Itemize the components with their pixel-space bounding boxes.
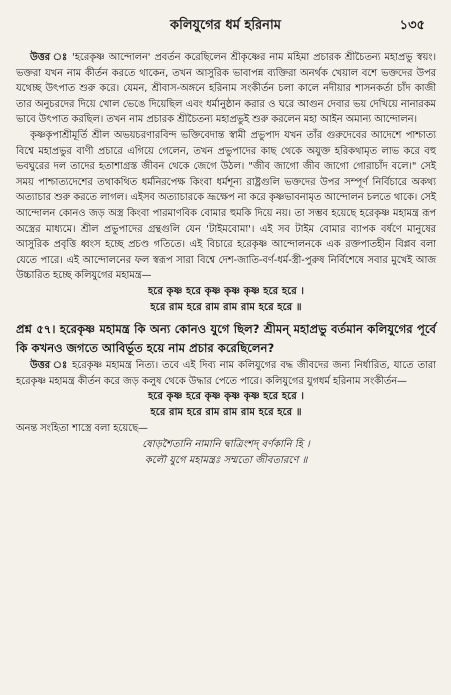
body-text (16, 50, 436, 469)
mahamantra-line-1: হরে কৃষ্ণ হরে কৃষ্ণ কৃষ্ণ কৃষ্ণ হরে হরে । (147, 285, 305, 297)
answer-text: 'হরেকৃষ্ণ আন্দোলন' প্রবর্তন করেছিলেন শ্রীকৃষ্ণের নাম মহিমা প্রচারক শ্রীচৈতন্য মহাপ্রভু স্বয়ং। ভক্তরা যখন নাম কীর্তন করতে থাকেন, তখন আসুরিক ভাবাপন্ন ব্যক্তিরা অনর্থক খেয়াল বশে ভক্তদের উপর যথেচ্ছ উৎপাত শুরু করে। যেমন, শ্রীবাস-অঙ্গনে হরিনাম সংকীর্তন চলা কালে নদীয়ার শাসনকর্তা চাঁদ কাজী তার অনুচরদের দিয়ে খোল ভেঙে দিয়েছিল এবং ধর্মানুষ্ঠান করার ও ঘরে আগুন দেবার ভয় দেখিয়ে নানারকম ভাবে উৎপাত করছিল। তখন নাম প্রচারক শ্রীচৈতন্য মহাপ্রভুই শুরু করলেন মহা আইন অমান্য আন্দোলন। (16, 52, 436, 126)
sanskrit-verse-line-2: কলৌ যুগে মহামন্ত্রঃ সম্মতো জীবতারণে ॥ (144, 454, 308, 466)
answer-text: হরেকৃষ্ণ মহামন্ত্র নিত্য। তবে এই দিব্য নাম কলিযুগের বদ্ধ জীবদের জন্য নির্ধারিত, যাতে তারা হরেকৃষ্ণ মহামন্ত্র কীর্তন করে জড় কলুষ থেকে উদ্ধার পেতে পারে। কলিযুগের যুগধর্ম হরিনাম সংকীর্তন— (16, 359, 436, 387)
answer-label: উত্তর ঃ (30, 52, 69, 63)
mahamantra-line-2: হরে রাম হরে রাম রাম রাম হরে হরে ॥ (150, 301, 302, 313)
answer-label: উত্তর ঃ (30, 359, 69, 371)
answer-paragraph-1 (16, 50, 436, 128)
mahamantra-line-2: হরে রাম হরে রাম রাম রাম হরে হরে ॥ (150, 407, 302, 419)
answer-paragraph-2 (16, 358, 436, 389)
paragraph-4: অনন্ত সংহিতা শাস্ত্রে বলা হয়েছে— (16, 423, 148, 435)
mahamantra-line-1: হরে কৃষ্ণ হরে কৃষ্ণ কৃষ্ণ কৃষ্ণ হরে হরে । (147, 391, 305, 403)
question-57: প্রশ্ন ৫৭। হরেকৃষ্ণ মহামন্ত্র কি অন্য কোনও যুগে ছিল? শ্রীমন্ মহাপ্রভু বর্তমান কলিযুগের পূর্বে কি কখনও জগতে আবির্ভূত হয়ে নাম প্রচার করেছিলেন? (16, 321, 436, 355)
page-number: ১৩৫ (399, 18, 425, 33)
running-title: কলিযুগের ধর্ম হরিনাম (170, 18, 281, 33)
paragraph-2: কৃষ্ণকৃপাশ্রীমূর্তি শ্রীল অভয়চরণারবিন্দ ভক্তিবেদান্ত স্বামী প্রভুপাদ যখন তাঁর গুরুদেবের আদেশে পাশ্চাত্য বিশ্বে মহাপ্রভুর বাণী প্রচারে এগিয়ে গেলেন, তখন প্রভুপাদের কাছ থেকে অযুক্ত হরিকথামৃত লাভ করে বহু ভবঘুরের দল তাদের হতাশাগ্রস্ত জীবন থেকে জেগে উঠল। "জীব জাগো জীব জাগো গোরাচাঁদ বলে।" সেই সময় পাশ্চাত্যদেশের তথাকথিত ধর্মনিরপেক্ষ কিংবা ধর্মশূন্য রাষ্ট্রগুলি ভক্তদের উপর সম্পূর্ণ নির্বিচারে অকথ্য অত্যাচার শুরু করতে লাগল। এইসব অত্যাচারকে ভ্রূক্ষেপ না করে কৃষ্ণভাবনামৃত আন্দোলন চলতে থাকে। সেই আন্দোলন কোনও জড় অস্ত্র কিংবা পারমাণবিক বোমার হুমকি দিয়ে নয়। তা সম্ভব হয়েছে হরেকৃষ্ণ মহামন্ত্র রূপ অস্ত্রের মাধ্যমে। শ্রীল প্রভুপাদের গ্রন্থগুলি যেন 'টাইমবোমা'। এই সব টাইম বোমার ব্যাপক বর্ষণে মানুষের আসুরিক প্রবৃত্তি ধ্বংস হচ্ছে প্রচণ্ড গতিতে। এই বিচারে হরেকৃষ্ণ আন্দোলনকে এক রক্তপাতহীন বিপ্লব বলা যেতে পারে। এই আন্দোলনের ফল স্বরূপ সারা বিশ্বে দেশ-জাতি-বর্ণ-ধর্ম-স্ত্রী-পুরুষ নির্বিশেষে সবার মুখেই আজ উচ্চারিত হচ্ছে কলিযুগের মহামন্ত্র— (16, 129, 436, 282)
page-header (0, 14, 451, 36)
sanskrit-verse-line-1: ষোড়শৈতানি নামানি দ্বাত্রিংশদ্ বর্ণকানি হি । (142, 438, 310, 450)
